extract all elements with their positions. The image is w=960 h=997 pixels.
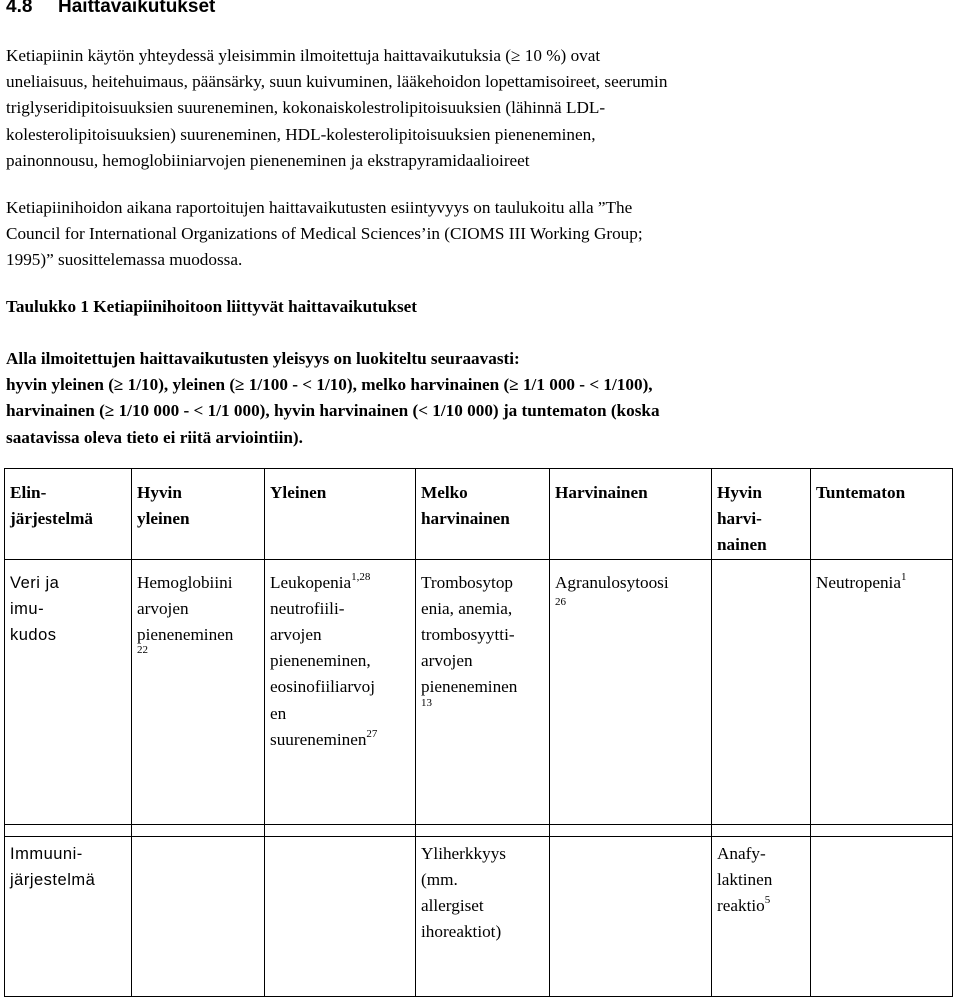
rare-cell — [550, 836, 712, 996]
definition-line: Alla ilmoitettujen haittavaikutusten yleisyys on luokiteltu seuraavasti: — [6, 349, 520, 368]
section-heading — [6, 0, 215, 18]
header-unknown: Tuntematon — [811, 469, 953, 560]
common-cell — [265, 836, 416, 996]
paragraph-line: kolesterolipitoisuuksien) suureneminen, HDL-kolesterolipitoisuuksien pieneneminen, — [6, 124, 596, 144]
table-row-spacer — [5, 824, 953, 836]
reference-number: 5 — [764, 894, 771, 907]
table-header-row — [5, 469, 953, 560]
paragraph-line: Council for International Organizations of Medical Sciences’in (CIOMS III Working Group; — [6, 224, 643, 244]
common-cell: Leukopenia$^{1,28}$ neutrofiili- arvojen pieneneminen, eosinofiiliarvoj en suureneminen$^{27}$ — [265, 559, 416, 824]
uncommon-cell: Trombosytop enia, anemia, trombosyytti- arvojen pieneneminen 13 — [416, 559, 550, 824]
header-uncommon: Melko harvinainen — [416, 469, 550, 560]
unknown-cell: Neutropenia$^1$ — [811, 559, 953, 824]
table-title: Taulukko 1 Ketiapiinihoitoon liittyvät haittavaikutukset — [6, 297, 418, 316]
paragraph-line: uneliaisuus, heitehuimaus, päänsärky, suun kuivuminen, lääkehoidon lopettamisoireet, seerumin — [6, 72, 668, 92]
reference-number: 22 — [137, 644, 148, 657]
very-rare-cell — [712, 559, 811, 824]
header-common: Yleinen — [265, 469, 416, 560]
section-number: 4.8 — [6, 0, 33, 17]
uncommon-cell: Yliherkkyys (mm. allergiset ihoreaktiot) — [416, 836, 550, 996]
paragraph-line: Ketiapiinin käytön yhteydessä yleisimmin ilmoitettuja haittavaikutuksia (≥ 10 %) ovat — [6, 46, 601, 65]
table-row — [5, 559, 953, 824]
paragraph-line: painonnousu, hemoglobiiniarvojen pieneneminen ja ekstrapyramidaalioireet — [6, 150, 530, 170]
very-common-cell: Hemoglobiini arvojen pieneneminen 22 — [132, 559, 265, 824]
rare-cell: Agranulosytoosi 26 — [550, 559, 712, 824]
cioms-paragraph — [6, 195, 643, 274]
definition-line: saatavissa oleva tieto ei riitä arviointiin). — [6, 427, 303, 447]
reference-number: 27 — [366, 727, 378, 740]
table-row — [5, 836, 953, 996]
header-organ-system: Elin- järjestelmä — [5, 469, 132, 560]
unknown-cell — [811, 836, 953, 996]
adverse-effects-table — [4, 468, 953, 997]
reference-number: 13 — [421, 696, 432, 709]
header-very-rare: Hyvin harvi- nainen — [712, 469, 811, 560]
frequency-definition — [6, 346, 660, 451]
organ-cell: Immuuni- järjestelmä — [5, 836, 132, 996]
section-title: Haittavaikutukset — [58, 0, 216, 17]
very-common-cell — [132, 836, 265, 996]
paragraph-line: triglyseridipitoisuuksien suureneminen, kokonaiskolestrolipitoisuuksien (lähinnä LDL- — [6, 98, 606, 118]
paragraph-line: Ketiapiinihoidon aikana raportoitujen haittavaikutusten esiintyvyys on taulukoitu alla ”The — [6, 198, 633, 217]
header-rare: Harvinainen — [550, 469, 712, 560]
reference-number: 26 — [555, 595, 566, 608]
reference-number: 1,28 — [351, 570, 371, 583]
very-rare-cell: Anafy- laktinen reaktio$^5$ — [712, 836, 811, 996]
header-very-common: Hyvin yleinen — [132, 469, 265, 560]
paragraph-line: 1995)” suosittelemassa muodossa. — [6, 250, 243, 270]
reference-number: 1 — [900, 570, 907, 583]
organ-cell: Veri ja imu- kudos — [5, 559, 132, 824]
definition-line: harvinainen (≥ 1/10 000 - < 1/1 000), hyvin harvinainen (< 1/10 000) ja tuntematon (koska — [6, 401, 660, 421]
intro-paragraph — [6, 43, 667, 174]
definition-line: hyvin yleinen (≥ 1/10), yleinen (≥ 1/100 - < 1/10), melko harvinainen (≥ 1/1 000 - < 1/100), — [6, 375, 653, 395]
